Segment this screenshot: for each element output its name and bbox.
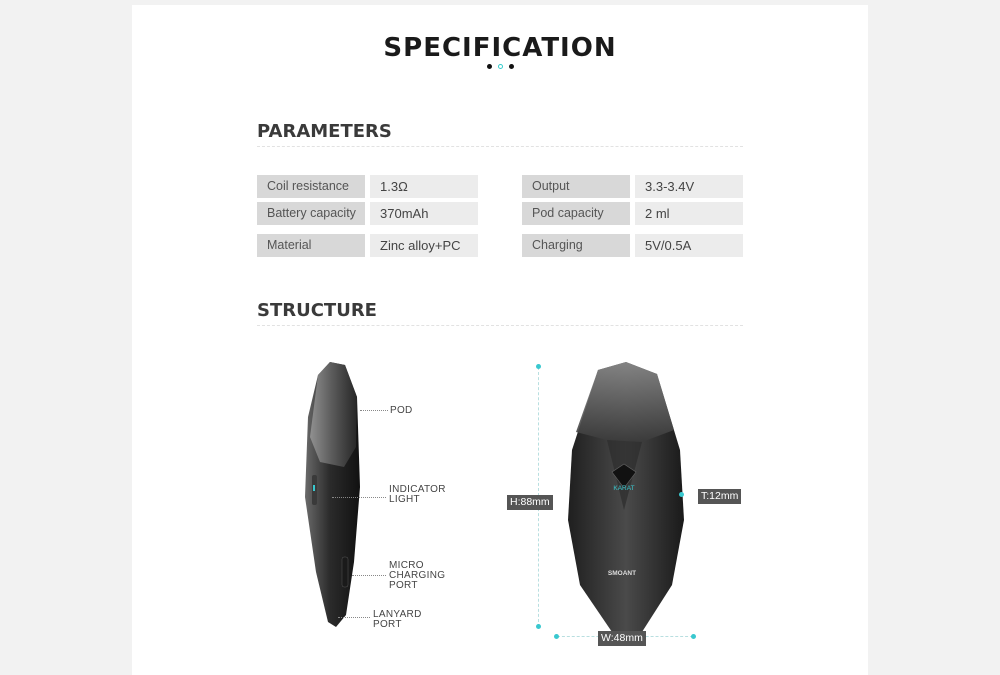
callout-micro-line1: MICRO	[389, 560, 424, 571]
dimension-width-label: W:48mm	[598, 631, 646, 646]
height-bottom-marker	[536, 624, 541, 629]
dot-icon	[509, 64, 514, 69]
dimension-thickness-label: T:12mm	[698, 489, 741, 504]
page-title: SPECIFICATION	[383, 33, 617, 63]
lanyard-leader-line	[338, 617, 370, 618]
parameters-heading: PARAMETERS	[257, 121, 392, 142]
callout-indicator-line1: INDICATOR	[389, 484, 446, 495]
dot-icon	[487, 64, 492, 69]
callout-micro-line2: CHARGING	[389, 570, 446, 581]
dimension-height-label: H:88mm	[507, 495, 553, 510]
device-brand-text: SMOANT	[607, 570, 637, 577]
structure-heading: STRUCTURE	[257, 300, 377, 321]
width-left-marker	[554, 634, 559, 639]
param-key-output: Output	[522, 175, 630, 198]
device-side-view-image	[300, 357, 370, 632]
callout-indicator-line2: LIGHT	[389, 494, 420, 505]
param-key-coil-resistance: Coil resistance	[257, 175, 365, 198]
structure-divider	[257, 325, 743, 326]
device-front-view-image	[562, 360, 687, 640]
thickness-marker	[679, 492, 684, 497]
dot-accent-icon	[498, 64, 503, 69]
param-value-coil-resistance: 1.3Ω	[370, 175, 478, 198]
param-value-output: 3.3-3.4V	[635, 175, 743, 198]
title-dots-divider	[132, 64, 868, 69]
callout-lanyard-line1: LANYARD	[373, 609, 422, 620]
callout-micro-line3: PORT	[389, 580, 418, 591]
param-value-material: Zinc alloy+PC	[370, 234, 478, 257]
device-logo-text: KARAT	[613, 485, 635, 492]
height-top-marker	[536, 364, 541, 369]
param-key-battery-capacity: Battery capacity	[257, 202, 365, 225]
param-key-pod-capacity: Pod capacity	[522, 202, 630, 225]
param-value-pod-capacity: 2 ml	[635, 202, 743, 225]
param-key-material: Material	[257, 234, 365, 257]
callout-lanyard-line2: PORT	[373, 619, 402, 630]
indicator-leader-line	[332, 497, 386, 498]
micro-port-leader-line	[352, 575, 386, 576]
param-key-charging: Charging	[522, 234, 630, 257]
parameters-divider	[257, 146, 743, 147]
pod-leader-line	[360, 410, 388, 411]
width-right-marker	[691, 634, 696, 639]
spec-sheet	[132, 5, 868, 675]
param-value-charging: 5V/0.5A	[635, 234, 743, 257]
callout-pod: POD	[390, 405, 413, 416]
param-value-battery-capacity: 370mAh	[370, 202, 478, 225]
